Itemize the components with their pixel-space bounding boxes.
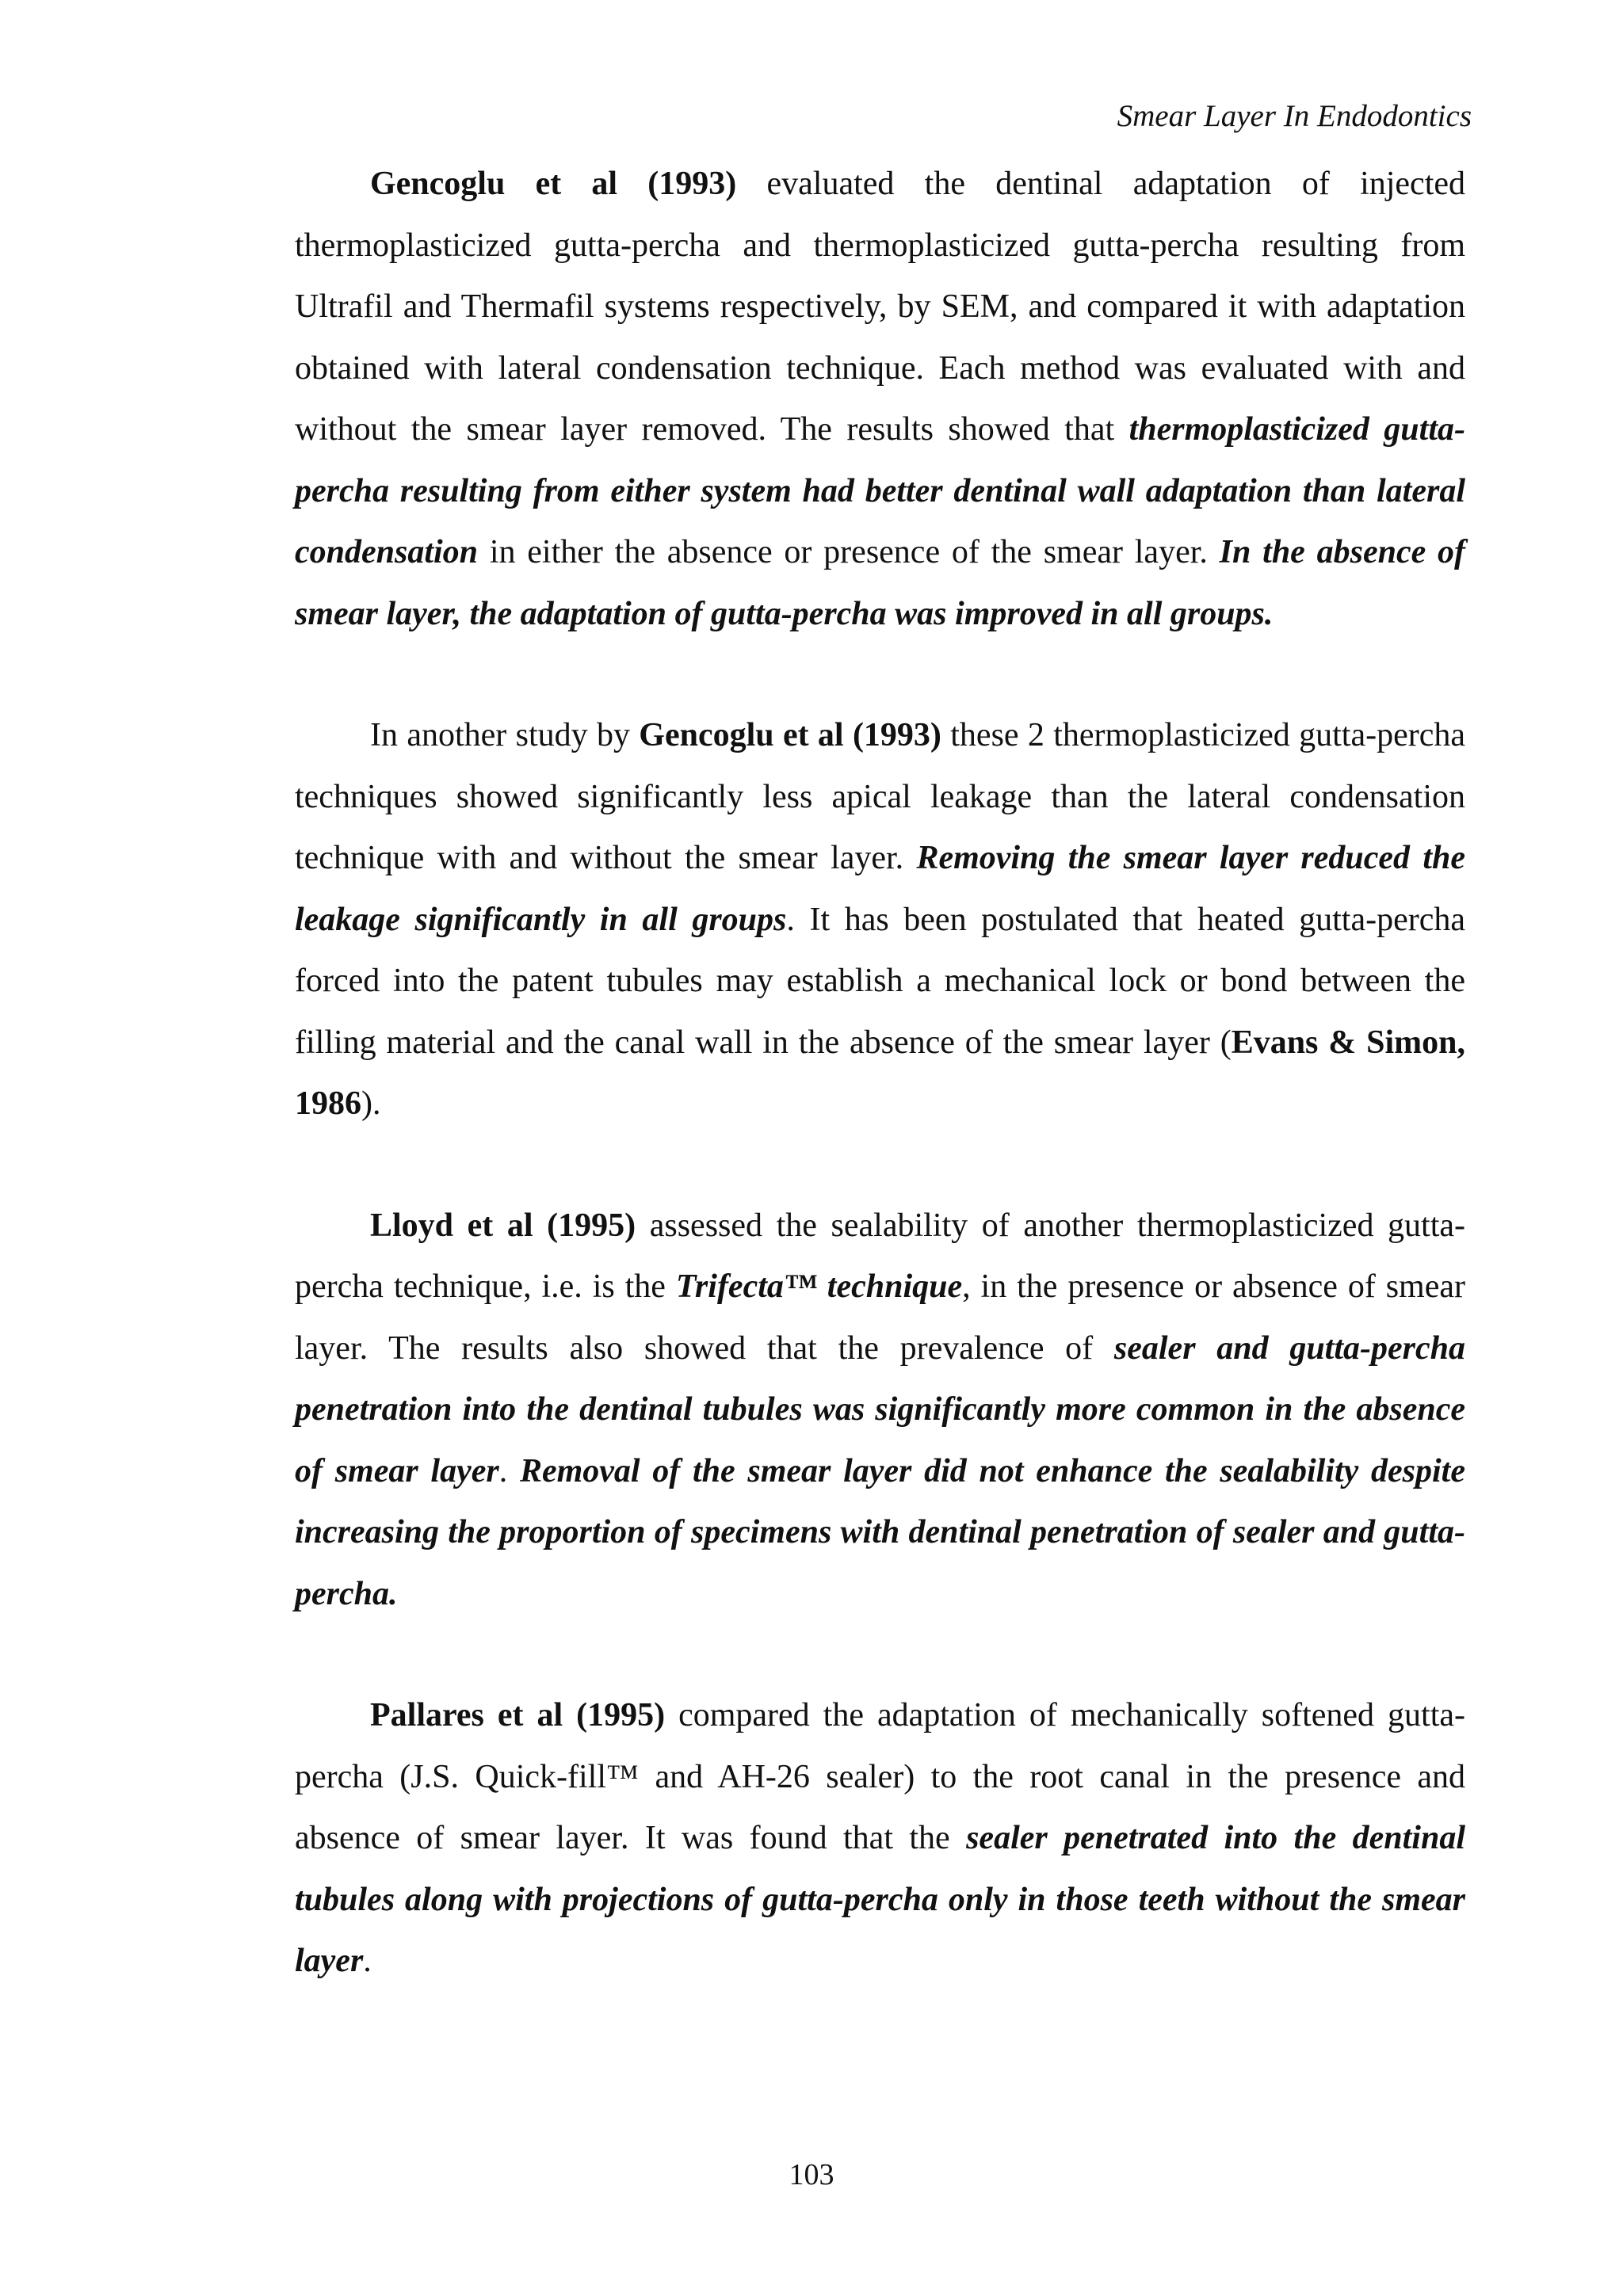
- paragraph-pallares: [295, 1685, 1465, 1993]
- paragraph-text: evaluated the dentinal adaptation of injected thermoplasticized gutta-percha and thermoplasticized gutta-percha resulting from Ultrafil and Thermafil systems respectively, by SEM, and compared it with adaptation obtained with lateral condensation technique. Each method was evaluated with and without the smear layer removed. The results showed that: [295, 166, 1466, 448]
- paragraph-text: in either the absence or presence of the smear layer.: [478, 534, 1220, 570]
- citation-lloyd-1995: Lloyd et al (1995): [370, 1207, 636, 1244]
- paragraph-text: .: [363, 1943, 372, 1979]
- citation-gencoglu-1993: Gencoglu et al (1993): [639, 717, 941, 753]
- paragraph-text: ).: [361, 1085, 381, 1122]
- citation-pallares-1995: Pallares et al (1995): [370, 1697, 666, 1733]
- citation-evans-simon-1986: Evans & Simon, 1986: [295, 1024, 1465, 1122]
- emphasized-finding: Removing the smear layer reduced the leakage significantly in all groups: [295, 840, 1465, 938]
- page-number: 103: [789, 2158, 834, 2191]
- citation-gencoglu-1993: Gencoglu et al (1993): [370, 166, 737, 202]
- emphasized-finding: In the absence of smear layer, the adaptation of gutta-percha was improved in all groups.: [295, 534, 1465, 632]
- emphasized-finding: thermoplasticized gutta-percha resulting from either system had better dentinal wall adaptation than lateral condensation: [295, 411, 1465, 570]
- paragraph-gencoglu-leakage: [295, 705, 1465, 1135]
- paragraph-gencoglu-adaptation: [295, 154, 1465, 645]
- paragraph-text: .: [498, 1452, 520, 1489]
- paragraph-text: In another study by: [370, 717, 640, 753]
- emphasized-finding: sealer penetrated into the dentinal tubules along with projections of gutta-percha only in those teeth without the smear layer: [295, 1820, 1465, 1979]
- emphasized-finding: Removal of the smear layer did not enhance the sealability despite increasing the proportion of specimens with dentinal penetration of sealer and gutta-percha.: [295, 1452, 1465, 1612]
- paragraph-lloyd: [295, 1196, 1465, 1626]
- paragraph-text: assessed the sealability of another thermoplasticized gutta-percha technique, i.e. is the: [295, 1207, 1466, 1305]
- paragraph-text: , in the presence or absence of smear layer. The results also showed that the prevalence of: [295, 1268, 1465, 1367]
- running-header: Smear Layer In Endodontics: [1117, 99, 1472, 133]
- paragraph-text: . It has been postulated that heated gutta-percha forced into the patent tubules may establish a mechanical lock or bond between the filling material and the canal wall in the absence of the smear layer (: [295, 901, 1465, 1061]
- paragraph-text: compared the adaptation of mechanically softened gutta-percha (J.S. Quick-fill™ and AH-26 sealer) to the root canal in the presence and absence of smear layer. It was found that the: [295, 1697, 1465, 1856]
- body-text: [295, 154, 1465, 2053]
- emphasized-term: Trifecta™ technique: [675, 1268, 963, 1305]
- emphasized-finding: sealer and gutta-percha penetration into the dentinal tubules was significantly more common in the absence of smear layer: [295, 1329, 1465, 1489]
- paragraph-text: these 2 thermoplasticized gutta-percha techniques showed significantly less apical leakage than the lateral condensation technique with and without the smear layer.: [295, 717, 1465, 876]
